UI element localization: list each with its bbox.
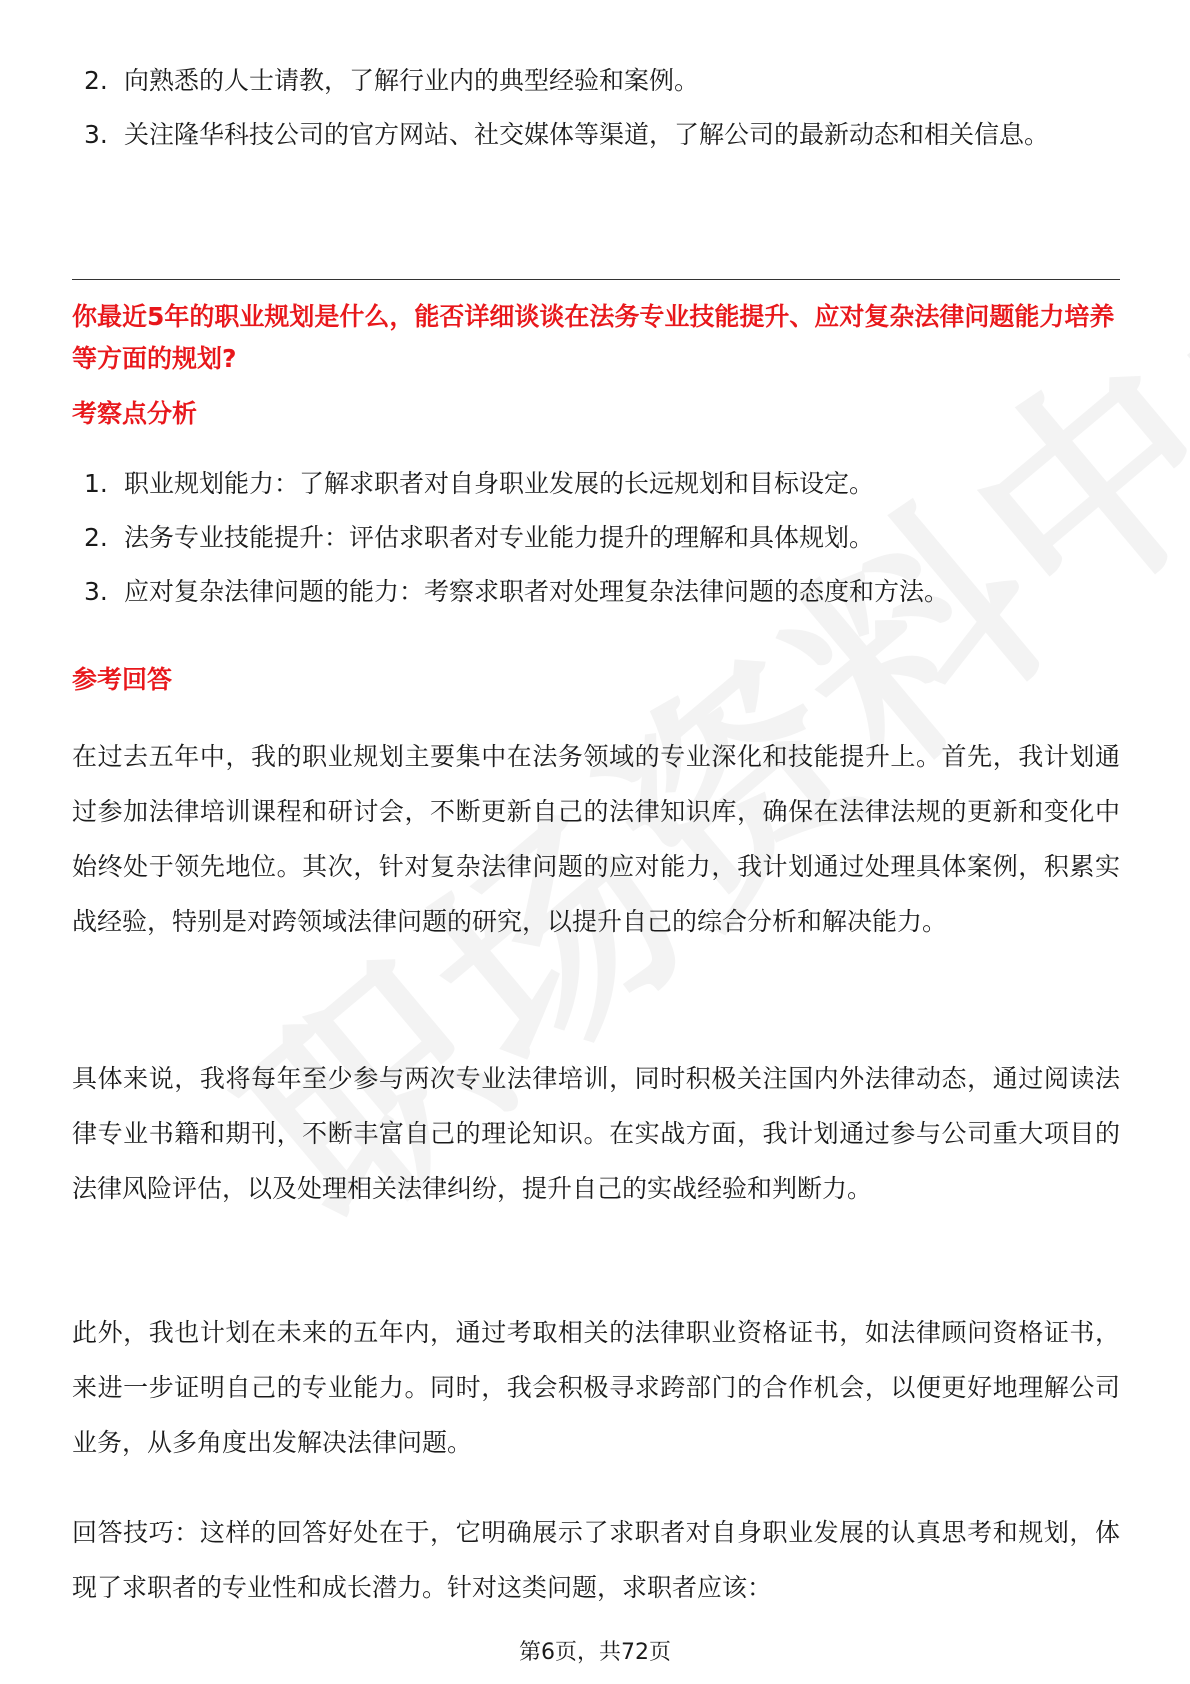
answer-heading: 参考回答 [72, 665, 173, 694]
interview-question: 你最近5年的职业规划是什么，能否详细谈谈在法务专业技能提升、应对复杂法律问题能力培养等方面的规划? [72, 302, 1115, 373]
list-item [84, 457, 1119, 511]
section-divider [72, 279, 1120, 280]
list-item-number: 1. [84, 469, 108, 498]
answer-paragraph: 具体来说，我将每年至少参与两次专业法律培训，同时积极关注国内外法律动态，通过阅读法律专业书籍和期刊，不断丰富自己的理论知识。在实战方面，我计划通过参与公司重大项目的法律风险评估，以及处理相关法律纠纷，提升自己的实战经验和判断力。 [72, 1064, 1120, 1203]
page-number: 第6页，共72页 [519, 1640, 671, 1665]
list-item-text: 法务专业技能提升：评估求职者对专业能力提升的理解和具体规划。 [124, 523, 875, 552]
list-item-text: 关注隆华科技公司的官方网站、社交媒体等渠道，了解公司的最新动态和相关信息。 [124, 120, 1050, 149]
list-item-text: 职业规划能力：了解求职者对自身职业发展的长远规划和目标设定。 [124, 469, 875, 498]
answer-tips-paragraph: 回答技巧：这样的回答好处在于，它明确展示了求职者对自身职业发展的认真思考和规划，体现了求职者的专业性和成长潜力。针对这类问题，求职者应该： [72, 1518, 1120, 1602]
analysis-list [84, 457, 1119, 619]
list-item-text: 应对复杂法律问题的能力：考察求职者对处理复杂法律问题的态度和方法。 [124, 577, 950, 606]
list-item [84, 511, 1119, 565]
list-item-number: 3. [84, 120, 108, 149]
list-item-text: 向熟悉的人士请教，了解行业内的典型经验和案例。 [124, 66, 700, 95]
list-item [84, 54, 1119, 108]
answer-paragraph: 在过去五年中，我的职业规划主要集中在法务领域的专业深化和技能提升上。首先，我计划通过参加法律培训课程和研讨会，不断更新自己的法律知识库，确保在法律法规的更新和变化中始终处于领先地位。其次，针对复杂法律问题的应对能力，我计划通过处理具体案例，积累实战经验，特别是对跨领域法律问题的研究，以提升自己的综合分析和解决能力。 [72, 742, 1120, 936]
list-item-number: 2. [84, 523, 108, 552]
list-item-number: 3. [84, 577, 108, 606]
list-item-number: 2. [84, 66, 108, 95]
list-item [84, 108, 1119, 162]
top-list [84, 54, 1119, 162]
list-item [84, 565, 1119, 619]
answer-paragraph: 此外，我也计划在未来的五年内，通过考取相关的法律职业资格证书，如法律顾问资格证书，来进一步证明自己的专业能力。同时，我会积极寻求跨部门的合作机会，以便更好地理解公司业务，从多角度出发解决法律问题。 [72, 1318, 1120, 1457]
analysis-heading: 考察点分析 [72, 399, 198, 428]
